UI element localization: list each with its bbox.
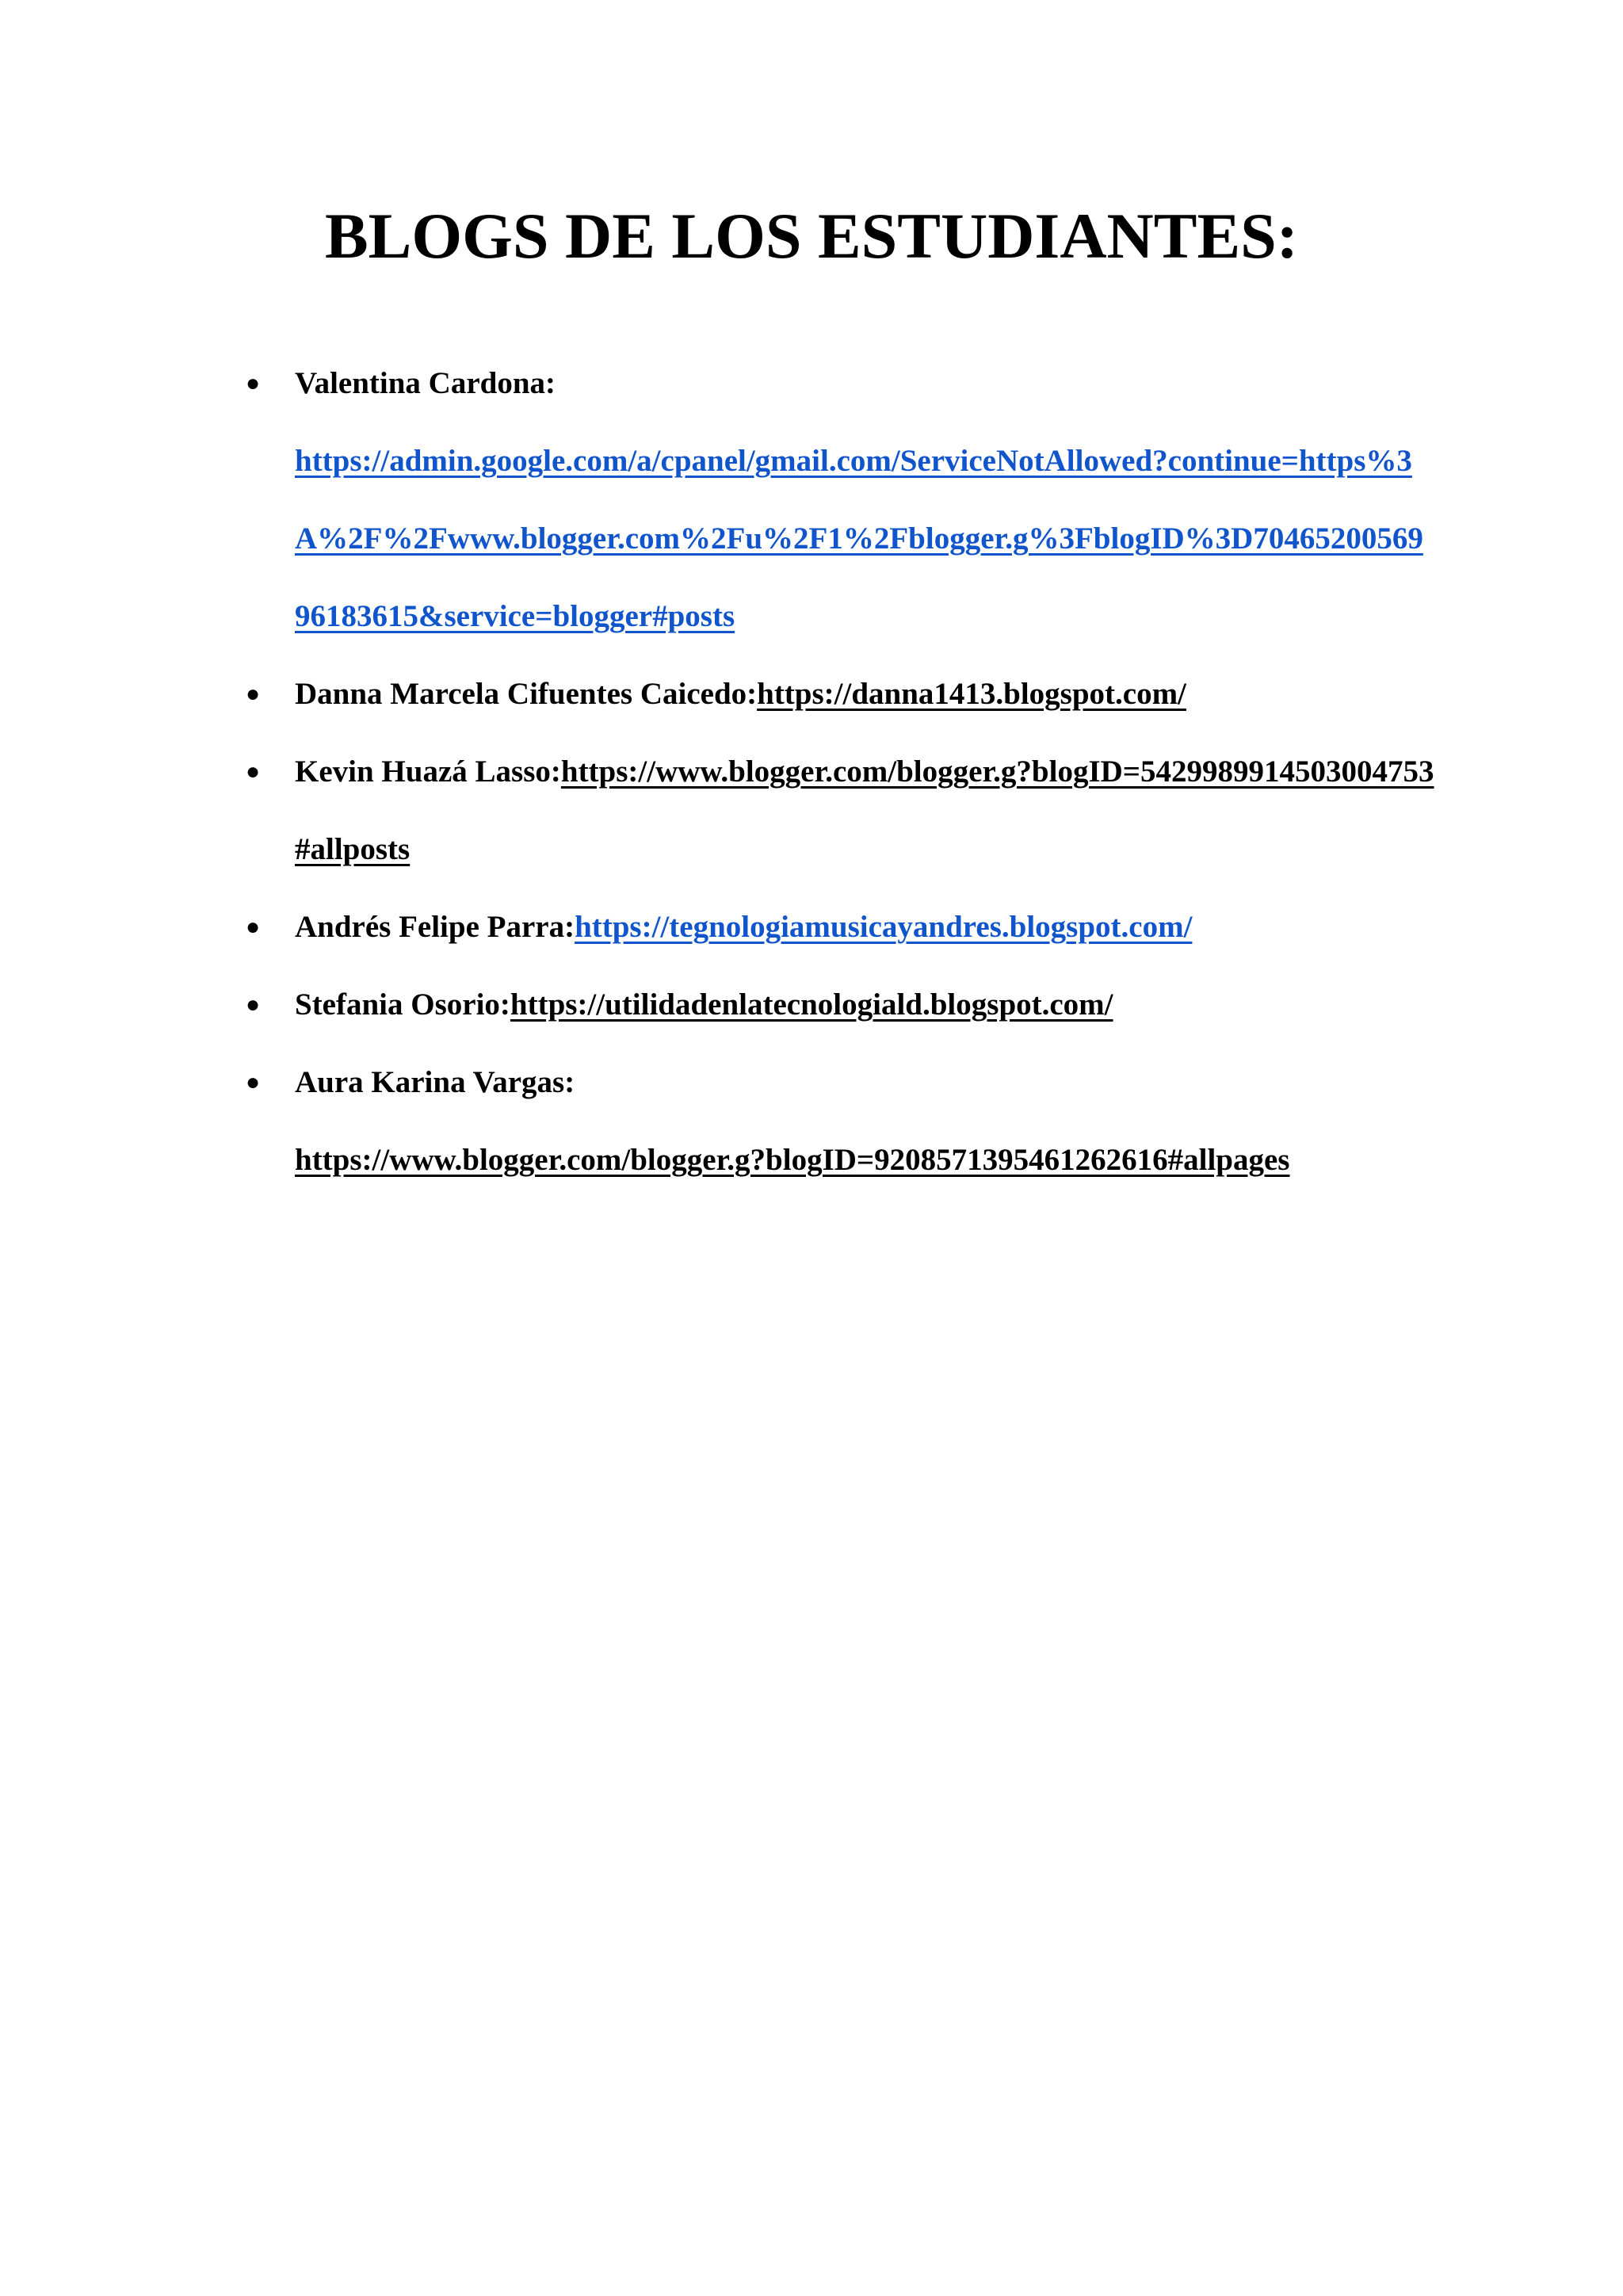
blog-link-kevin-huaza[interactable]: https://www.blogger.com/blogger.g?blogID=5429989914503004753#allposts bbox=[295, 755, 1434, 866]
bullet-icon: ● bbox=[246, 681, 261, 707]
list-item-danna-cifuentes bbox=[246, 655, 1436, 733]
student-name: Kevin Huazá Lasso: bbox=[295, 755, 561, 789]
blog-link-aura-vargas[interactable]: https://www.blogger.com/blogger.g?blogID=9208571395461262616#allpages bbox=[295, 1143, 1290, 1177]
page-title: BLOGS DE LOS ESTUDIANTES: bbox=[324, 200, 1299, 272]
blog-link-andres-parra[interactable]: https://tegnologiamusicayandres.blogspot.com/ bbox=[575, 910, 1193, 944]
student-name: Stefania Osorio: bbox=[295, 988, 510, 1022]
blog-link-valentina-cardona[interactable]: https://admin.google.com/a/cpanel/gmail.com/ServiceNotAllowed?continue=https%3A%2F%2Fwww.blogger.com%2Fu%2F1%2Fblogger.g%3FblogID%3D7046520056996183615&service=blogger#posts bbox=[295, 444, 1423, 633]
student-name: Danna Marcela Cifuentes Caicedo: bbox=[295, 677, 758, 711]
list-item-stefania-osorio bbox=[246, 966, 1436, 1044]
list-item-aura-vargas bbox=[246, 1044, 1436, 1199]
list-item-kevin-huaza bbox=[246, 733, 1436, 888]
student-blog-list bbox=[246, 345, 1436, 1199]
bullet-icon: ● bbox=[246, 914, 261, 940]
list-item-andres-parra bbox=[246, 888, 1436, 966]
student-name: Andrés Felipe Parra: bbox=[295, 910, 575, 944]
bullet-icon: ● bbox=[246, 1069, 261, 1095]
bullet-icon: ● bbox=[246, 991, 261, 1018]
list-item-valentina-cardona bbox=[246, 345, 1436, 655]
blog-link-danna-cifuentes[interactable]: https://danna1413.blogspot.com/ bbox=[757, 677, 1186, 711]
bullet-icon: ● bbox=[246, 758, 261, 785]
blog-link-stefania-osorio[interactable]: https://utilidadenlatecnologiald.blogspot.com/ bbox=[510, 988, 1113, 1022]
bullet-icon: ● bbox=[246, 370, 261, 396]
student-name: Aura Karina Vargas: bbox=[295, 1065, 575, 1099]
student-name: Valentina Cardona: bbox=[295, 366, 556, 400]
